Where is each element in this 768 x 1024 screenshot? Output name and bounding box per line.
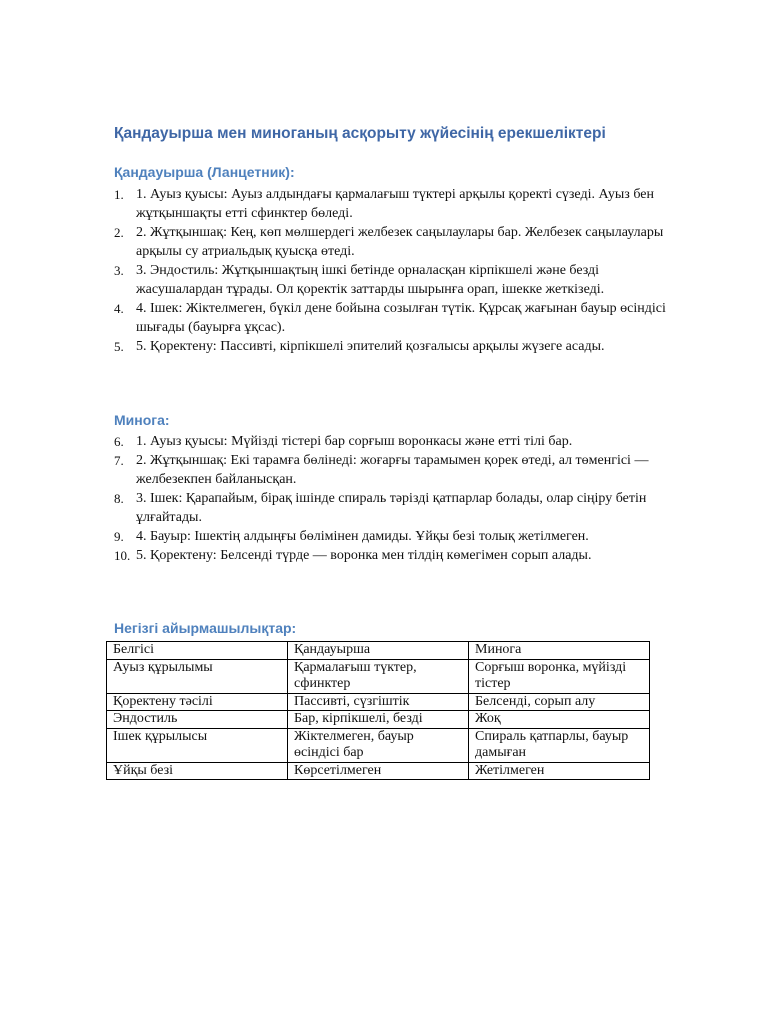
section-heading-differences: Негізгі айырмашылықтар:	[114, 620, 297, 636]
list-item	[114, 527, 674, 546]
table-header-cell: Қандауырша	[288, 642, 469, 660]
table-cell: Сорғыш воронка, мүйізді тістер	[469, 659, 650, 693]
list-number: 3.	[114, 263, 124, 278]
list-number: 5.	[114, 339, 124, 354]
document-title: Қандауырша мен миноганың асқорыту жүйесінің ерекшеліктері	[114, 125, 606, 142]
table-cell: Ұйқы безі	[107, 762, 288, 780]
list-text: 5. Қоректену: Белсенді түрде — воронка мен тілдің көмегімен сорып алады.	[136, 548, 592, 563]
list-number: 10.	[114, 548, 131, 563]
list-item	[114, 299, 674, 337]
table-cell: Жетілмеген	[469, 762, 650, 780]
list-number: 1.	[114, 187, 124, 202]
table-cell: Қармалағыш түктер, сфинктер	[288, 659, 469, 693]
table-row	[107, 711, 650, 729]
list-item	[114, 432, 674, 451]
list-number: 6.	[114, 434, 124, 449]
list-item	[114, 261, 674, 299]
list-number: 4.	[114, 301, 124, 316]
table-cell: Ауыз құрылымы	[107, 659, 288, 693]
list-item	[114, 337, 674, 356]
table-row	[107, 693, 650, 711]
table-header-cell: Белгісі	[107, 642, 288, 660]
table-cell: Белсенді, сорып алу	[469, 693, 650, 711]
table-cell: Жіктелмеген, бауыр өсіндісі бар	[288, 728, 469, 762]
list-item	[114, 546, 674, 565]
table-cell: Бар, кірпікшелі, безді	[288, 711, 469, 729]
section-heading-lancelet: Қандауырша (Ланцетник):	[114, 164, 295, 180]
list-item	[114, 185, 674, 223]
table-cell: Эндостиль	[107, 711, 288, 729]
lamprey-list	[114, 432, 674, 565]
comparison-table	[106, 641, 650, 780]
list-text: 4. Бауыр: Ішектің алдыңғы бөлімінен дамиды. Ұйқы безі толық жетілмеген.	[136, 529, 589, 544]
table-row	[107, 762, 650, 780]
section-heading-lamprey: Минога:	[114, 412, 170, 428]
list-text: 4. Ішек: Жіктелмеген, бүкіл дене бойына созылған түтік. Құрсақ жағынан бауыр өсіндісі шығады (бауырға ұқсас).	[136, 301, 666, 335]
list-text: 2. Жұтқыншақ: Кең, көп мөлшердегі желбезек саңылаулары бар. Желбезек саңылаулары арқылы су атриальдық қуысқа өтеді.	[136, 225, 664, 259]
table-cell: Қоректену тәсілі	[107, 693, 288, 711]
table-cell: Көрсетілмеген	[288, 762, 469, 780]
table-cell: Пассивті, сүзгіштік	[288, 693, 469, 711]
table-row	[107, 728, 650, 762]
table-header-cell: Минога	[469, 642, 650, 660]
table-cell: Ішек құрылысы	[107, 728, 288, 762]
list-number: 2.	[114, 225, 124, 240]
lancelet-list	[114, 185, 674, 356]
list-item	[114, 489, 674, 527]
list-text: 3. Эндостиль: Жұтқыншақтың ішкі бетінде орналасқан кірпікшелі және безді жасушалардан тұрады. Ол қоректік заттарды шырынға орап, ішекке жеткізеді.	[136, 263, 605, 297]
table-cell: Жоқ	[469, 711, 650, 729]
list-item	[114, 223, 674, 261]
list-number: 9.	[114, 529, 124, 544]
list-text: 2. Жұтқыншақ: Екі тарамға бөлінеді: жоғарғы тарамымен қорек өтеді, ал төменгісі — желбезекпен байланысқан.	[136, 453, 649, 487]
table-header-row	[107, 642, 650, 660]
table-row	[107, 659, 650, 693]
list-text: 1. Ауыз қуысы: Мүйізді тістері бар сорғыш воронкасы және етті тілі бар.	[136, 434, 573, 449]
list-text: 5. Қоректену: Пассивті, кірпікшелі эпителий қозғалысы арқылы жүзеге асады.	[136, 339, 605, 354]
list-text: 1. Ауыз қуысы: Ауыз алдындағы қармалағыш түктері арқылы қоректі сүзеді. Ауыз бен жұтқыншақты етті сфинктер бөледі.	[136, 187, 654, 221]
list-text: 3. Ішек: Қарапайым, бірақ ішінде спираль тәрізді қатпарлар болады, олар сіңіру бетін ұлғайтады.	[136, 491, 647, 525]
list-item	[114, 451, 674, 489]
list-number: 8.	[114, 491, 124, 506]
table-cell: Спираль қатпарлы, бауыр дамыған	[469, 728, 650, 762]
list-number: 7.	[114, 453, 124, 468]
